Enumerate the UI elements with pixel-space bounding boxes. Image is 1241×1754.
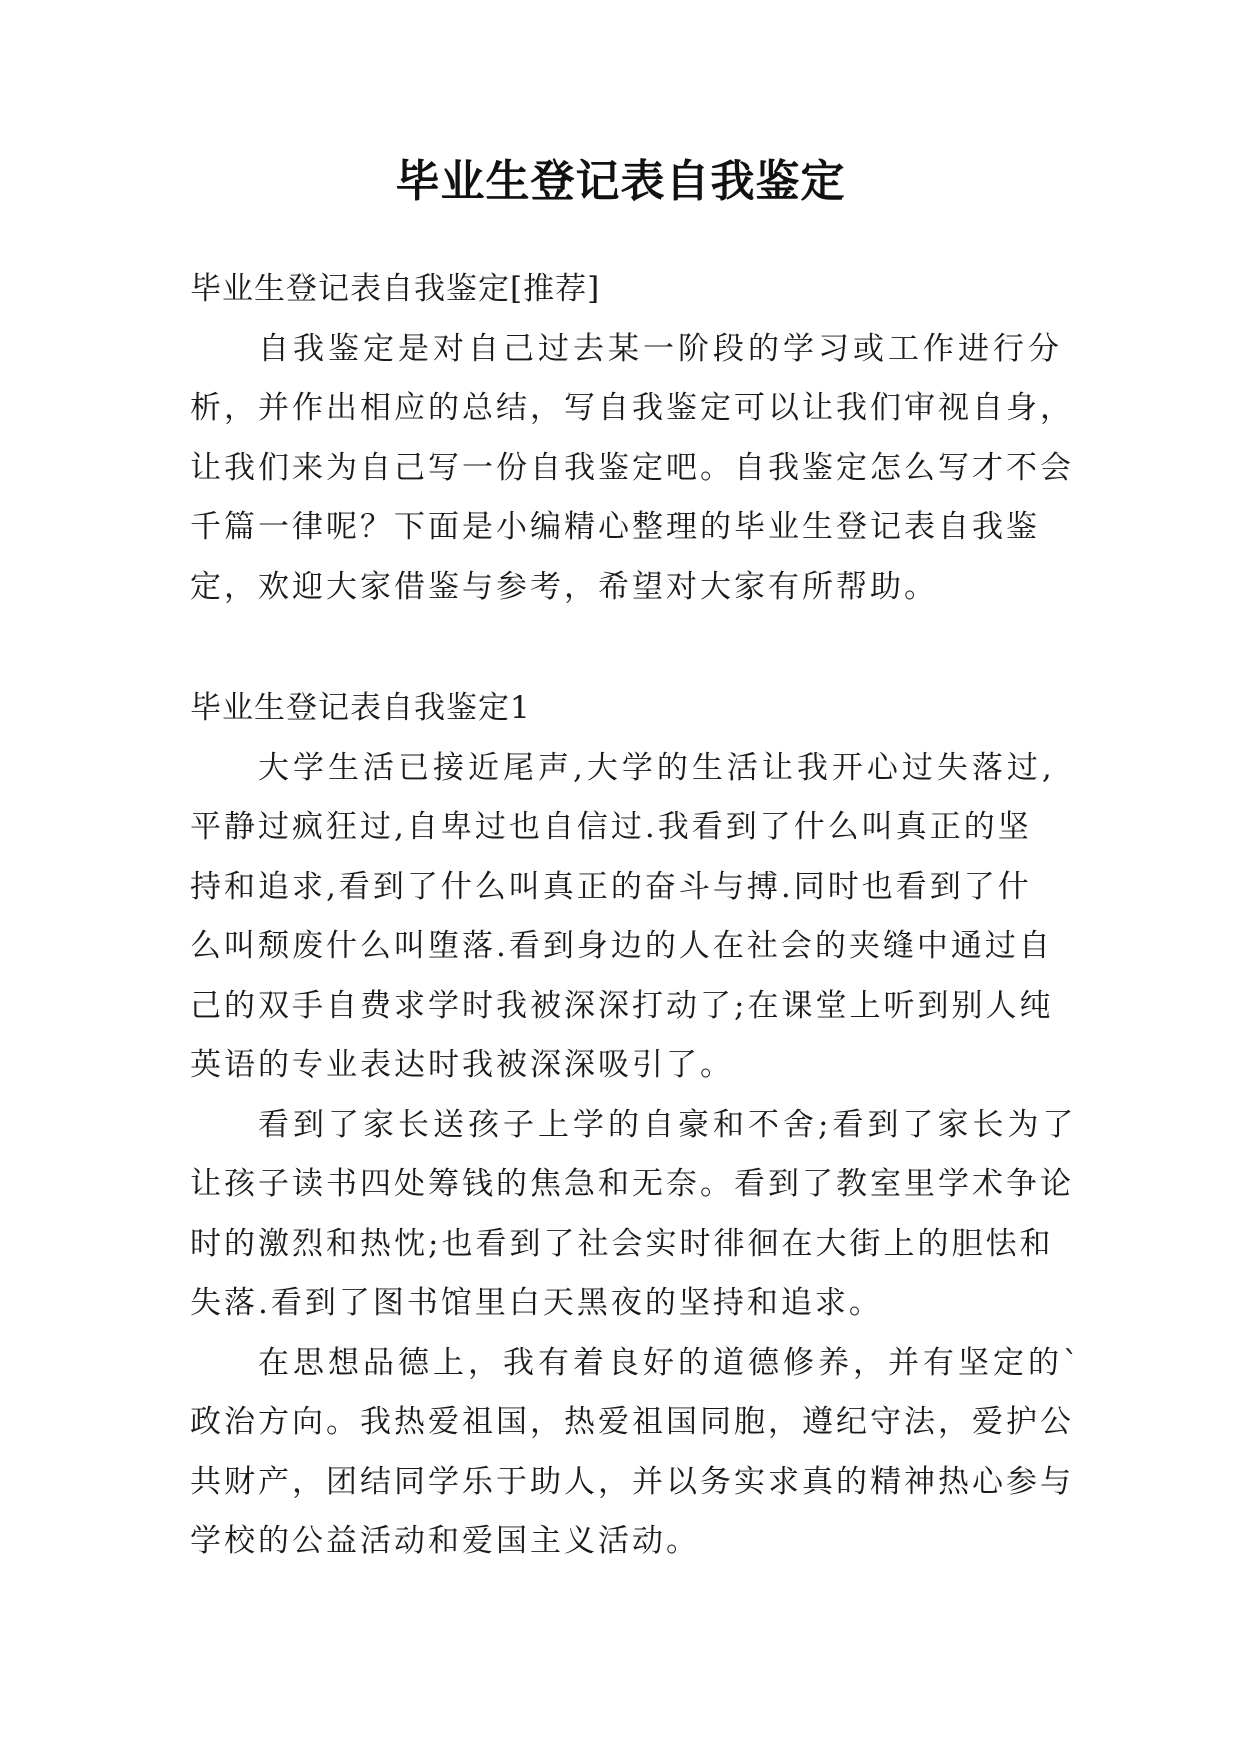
body-paragraph-2 [190,1096,1078,1334]
text-line: 让孩子读书四处筹钱的焦急和无奈。看到了教室里学术争论 [190,1166,1074,1202]
document-body [190,260,1083,1572]
section-heading: 毕业生登记表自我鉴定1 [190,690,531,726]
document-title: 毕业生登记表自我鉴定 [395,156,846,207]
text-line: 看到了家长送孩子上学的自豪和不舍;看到了家长为了 [258,1106,1078,1143]
text-line: 共财产，团结同学乐于助人，并以务实求真的精神热心参与 [190,1463,1074,1500]
text-line: 么叫颓废什么叫堕落.看到身边的人在社会的夹缝中通过自 [190,928,1053,964]
text-line: 己的双手自费求学时我被深深打动了;在课堂上听到别人纯 [190,987,1054,1024]
text-line: 千篇一律呢？下面是小编精心整理的毕业生登记表自我鉴 [190,509,1040,545]
text-line: 失落.看到了图书馆里白天黑夜的坚持和追求。 [190,1285,883,1321]
text-line: 政治方向。我热爱祖国，热爱祖国同胞，遵纪守法，爱护公 [190,1404,1074,1440]
text-line: 学校的公益活动和爱国主义活动。 [190,1523,700,1559]
body-paragraph-3 [190,1334,1083,1572]
text-line: 析，并作出相应的总结，写自我鉴定可以让我们审视自身， [190,390,1074,426]
text-line: 定，欢迎大家借鉴与参考，希望对大家有所帮助。 [190,568,938,605]
text-line: 时的激烈和热忱;也看到了社会实时徘徊在大街上的胆怯和 [190,1225,1054,1262]
intro-paragraph [190,320,1074,618]
text-line: 在思想品德上，我有着良好的道德修养，并有坚定的` [258,1344,1083,1381]
text-line: 平静过疯狂过,自卑过也自信过.我看到了什么叫真正的坚 [190,809,1032,845]
paragraph-gap [190,617,1070,679]
text-line: 自我鉴定是对自己过去某一阶段的学习或工作进行分 [258,330,1063,367]
text-line: 让我们来为自己写一份自我鉴定吧。自我鉴定怎么写才不会 [190,449,1074,486]
body-paragraph-1 [190,739,1070,1096]
text-line: 持和追求,看到了什么叫真正的奋斗与搏.同时也看到了什 [190,868,1032,905]
text-line: 大学生活已接近尾声,大学的生活让我开心过失落过, [258,749,1056,786]
text-line: 英语的专业表达时我被深深吸引了。 [190,1047,734,1083]
document-subtitle: 毕业生登记表自我鉴定[推荐] [190,271,601,307]
